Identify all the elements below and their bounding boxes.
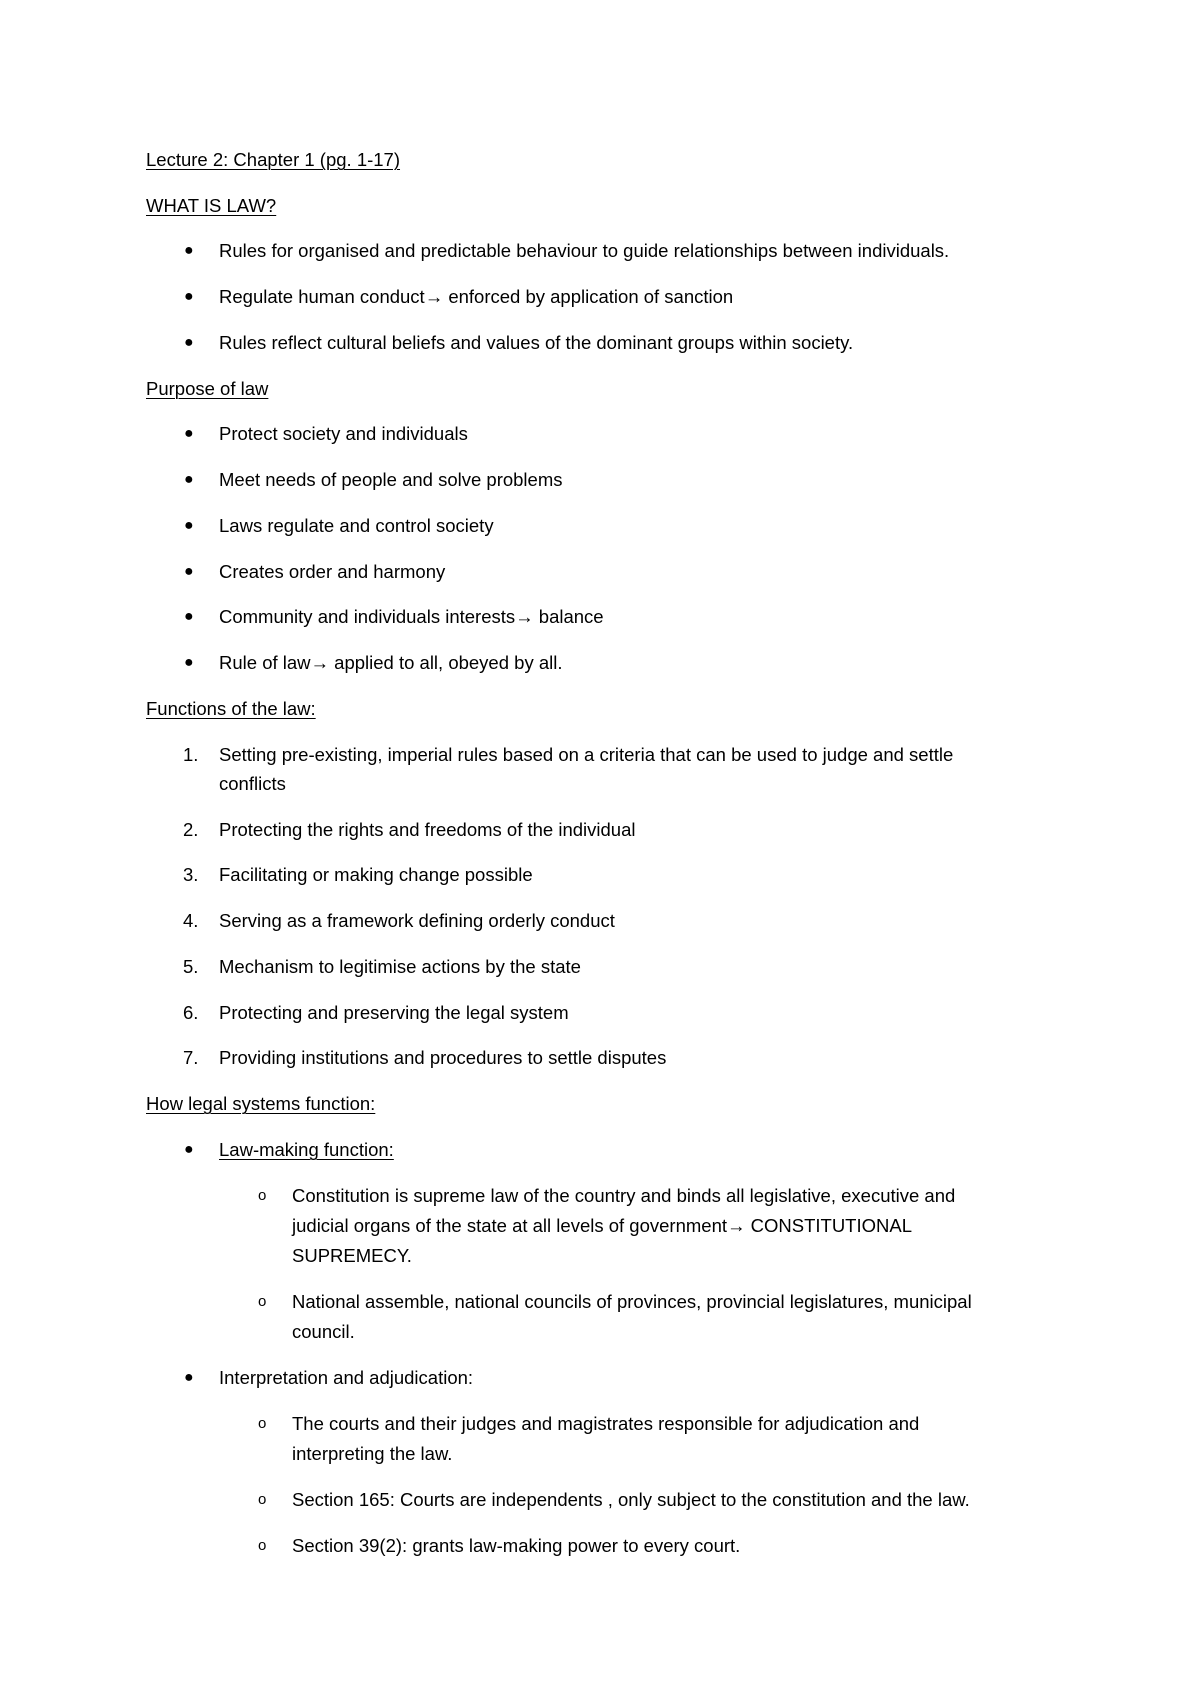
section-heading-purpose-of-law: Purpose of law: [146, 378, 269, 399]
bullet-dot: ●: [184, 288, 194, 305]
sub-item-line: Section 39(2): grants law-making power to every court.: [292, 1535, 741, 1556]
sub-item-line: judicial organs of the state at all levels of government→ CONSTITUTIONAL: [292, 1215, 913, 1236]
list-number: 6.: [183, 1002, 199, 1023]
bullet-dot: ●: [184, 517, 194, 534]
section-heading-how-legal-systems-function: How legal systems function:: [146, 1093, 376, 1114]
sub-item-line: The courts and their judges and magistrates responsible for adjudication and: [292, 1413, 920, 1434]
lecture-title: Lecture 2: Chapter 1 (pg. 1-17): [146, 149, 401, 170]
bullet-dot: ●: [184, 563, 194, 580]
list-number: 3.: [183, 864, 199, 885]
sub-item-line: council.: [292, 1321, 355, 1342]
list-item: Rule of law→ applied to all, obeyed by all.: [219, 652, 563, 673]
numbered-item-line: Facilitating or making change possible: [219, 864, 533, 885]
bullet-dot: ●: [184, 242, 194, 259]
list-item: Rules for organised and predictable behaviour to guide relationships between individuals.: [219, 240, 950, 261]
numbered-item-line: Protecting the rights and freedoms of the individual: [219, 819, 636, 840]
sub-item-line: SUPREMECY.: [292, 1245, 412, 1266]
list-item: Protect society and individuals: [219, 423, 468, 444]
list-item: Meet needs of people and solve problems: [219, 469, 563, 490]
sub-bullet-o: o: [258, 1415, 267, 1432]
sub-item-line: interpreting the law.: [292, 1443, 453, 1464]
bullet-dot: ●: [184, 471, 194, 488]
section-heading-what-is-law: WHAT IS LAW?: [146, 195, 277, 216]
sub-item-line: National assemble, national councils of provinces, provincial legislatures, municipal: [292, 1291, 972, 1312]
bullet-dot: ●: [184, 425, 194, 442]
numbered-item-line: Mechanism to legitimise actions by the state: [219, 956, 581, 977]
subheading-interpretation-and-adjudication: Interpretation and adjudication:: [219, 1367, 474, 1388]
bullet-dot: ●: [184, 1141, 194, 1158]
list-number: 5.: [183, 956, 199, 977]
numbered-item-line: Providing institutions and procedures to settle disputes: [219, 1047, 667, 1068]
bullet-dot: ●: [184, 654, 194, 671]
sub-bullet-o: o: [258, 1187, 267, 1204]
subheading-law-making-function: Law-making function:: [219, 1139, 394, 1160]
list-number: 1.: [183, 744, 199, 765]
list-item: Rules reflect cultural beliefs and values of the dominant groups within society.: [219, 332, 854, 353]
bullet-dot: ●: [184, 608, 194, 625]
sub-bullet-o: o: [258, 1293, 267, 1310]
sub-item-line: Section 165: Courts are independents , only subject to the constitution and the law.: [292, 1489, 970, 1510]
list-number: 4.: [183, 910, 199, 931]
list-number: 7.: [183, 1047, 199, 1068]
section-heading-functions-of-law: Functions of the law:: [146, 698, 316, 719]
list-item: Community and individuals interests→ balance: [219, 606, 604, 627]
list-item: Regulate human conduct→ enforced by application of sanction: [219, 286, 734, 307]
sub-bullet-o: o: [258, 1537, 267, 1554]
list-item: Creates order and harmony: [219, 561, 446, 582]
list-number: 2.: [183, 819, 199, 840]
numbered-item-line: Setting pre-existing, imperial rules based on a criteria that can be used to judge and settle: [219, 744, 954, 765]
list-item: Laws regulate and control society: [219, 515, 494, 536]
bullet-dot: ●: [184, 334, 194, 351]
numbered-item-line: Protecting and preserving the legal system: [219, 1002, 569, 1023]
numbered-item-line: Serving as a framework defining orderly conduct: [219, 910, 615, 931]
bullet-dot: ●: [184, 1369, 194, 1386]
sub-bullet-o: o: [258, 1491, 267, 1508]
numbered-item-line: conflicts: [219, 773, 286, 794]
sub-item-line: Constitution is supreme law of the country and binds all legislative, executive and: [292, 1185, 956, 1206]
